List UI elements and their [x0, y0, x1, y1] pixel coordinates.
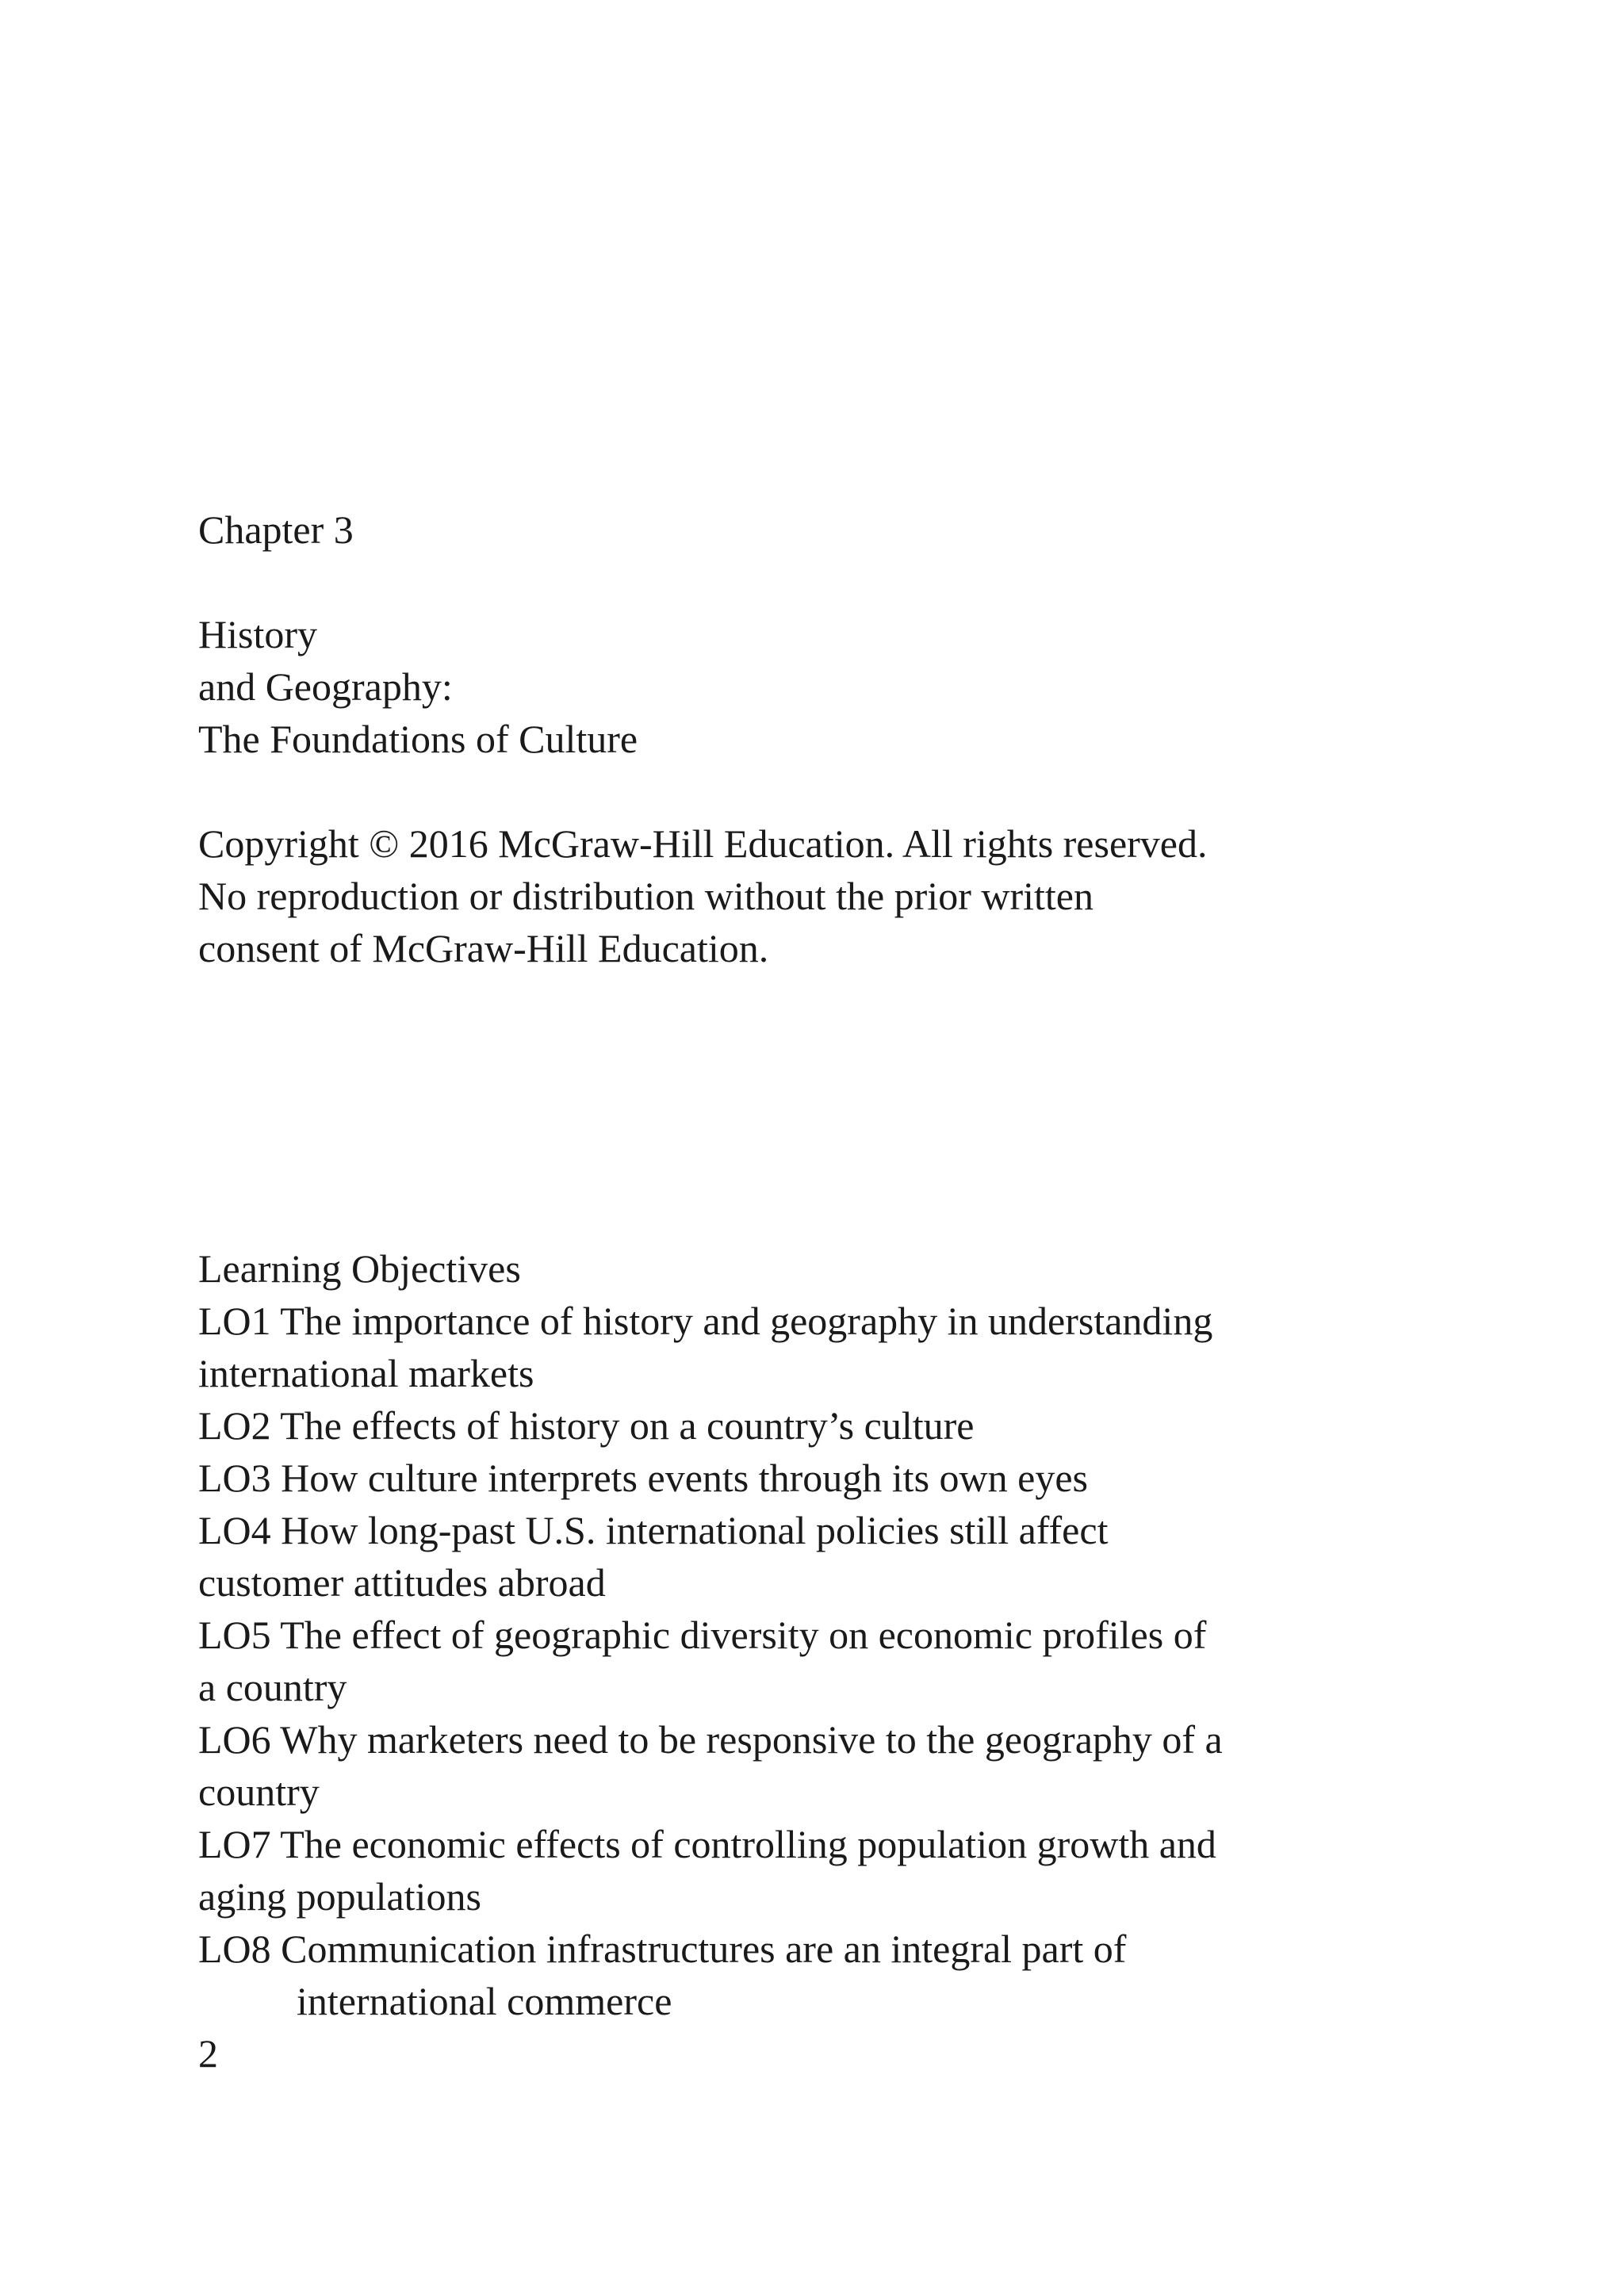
objective-line: customer attitudes abroad: [198, 1560, 606, 1605]
spacer: [198, 556, 1499, 608]
objective-line: aging populations: [198, 1874, 481, 1919]
objective-line: LO3 How culture interprets events through its own eyes: [198, 1456, 1088, 1500]
copyright-line-3: consent of McGraw-Hill Education.: [198, 926, 769, 970]
objective-line: LO5 The effect of geographic diversity on economic profiles of: [198, 1613, 1207, 1657]
objective-line: LO4 How long-past U.S. international policies still affect: [198, 1508, 1109, 1552]
chapter-title-line-3: The Foundations of Culture: [198, 717, 638, 761]
chapter-title-line-1: History: [198, 612, 317, 656]
objective-line: international commerce: [297, 1979, 672, 2023]
page-content: [198, 503, 1499, 2080]
objective-line: LO1 The importance of history and geography in understanding: [198, 1299, 1213, 1343]
objective-line: LO8 Communication infrastructures are an integral part of: [198, 1927, 1127, 1971]
objective-line: international markets: [198, 1351, 534, 1395]
objective-line: a country: [198, 1665, 347, 1709]
objective-line: LO6 Why marketers need to be responsive to the geography of a: [198, 1717, 1223, 1762]
objective-line: LO7 The economic effects of controlling population growth and: [198, 1822, 1216, 1866]
objective-line: LO2 The effects of history on a country’s culture: [198, 1403, 975, 1448]
copyright-line-1: Copyright © 2016 McGraw-Hill Education. All rights reserved.: [198, 821, 1208, 866]
objective-line: country: [198, 1770, 320, 1814]
spacer: [198, 974, 1499, 1242]
chapter-label: Chapter 3: [198, 507, 354, 552]
chapter-title-line-2: and Geography:: [198, 664, 453, 709]
spacer: [198, 765, 1499, 817]
copyright-line-2: No reproduction or distribution without the prior written: [198, 874, 1094, 918]
page-number: 2: [198, 2031, 218, 2076]
objectives-heading: Learning Objectives: [198, 1246, 521, 1291]
